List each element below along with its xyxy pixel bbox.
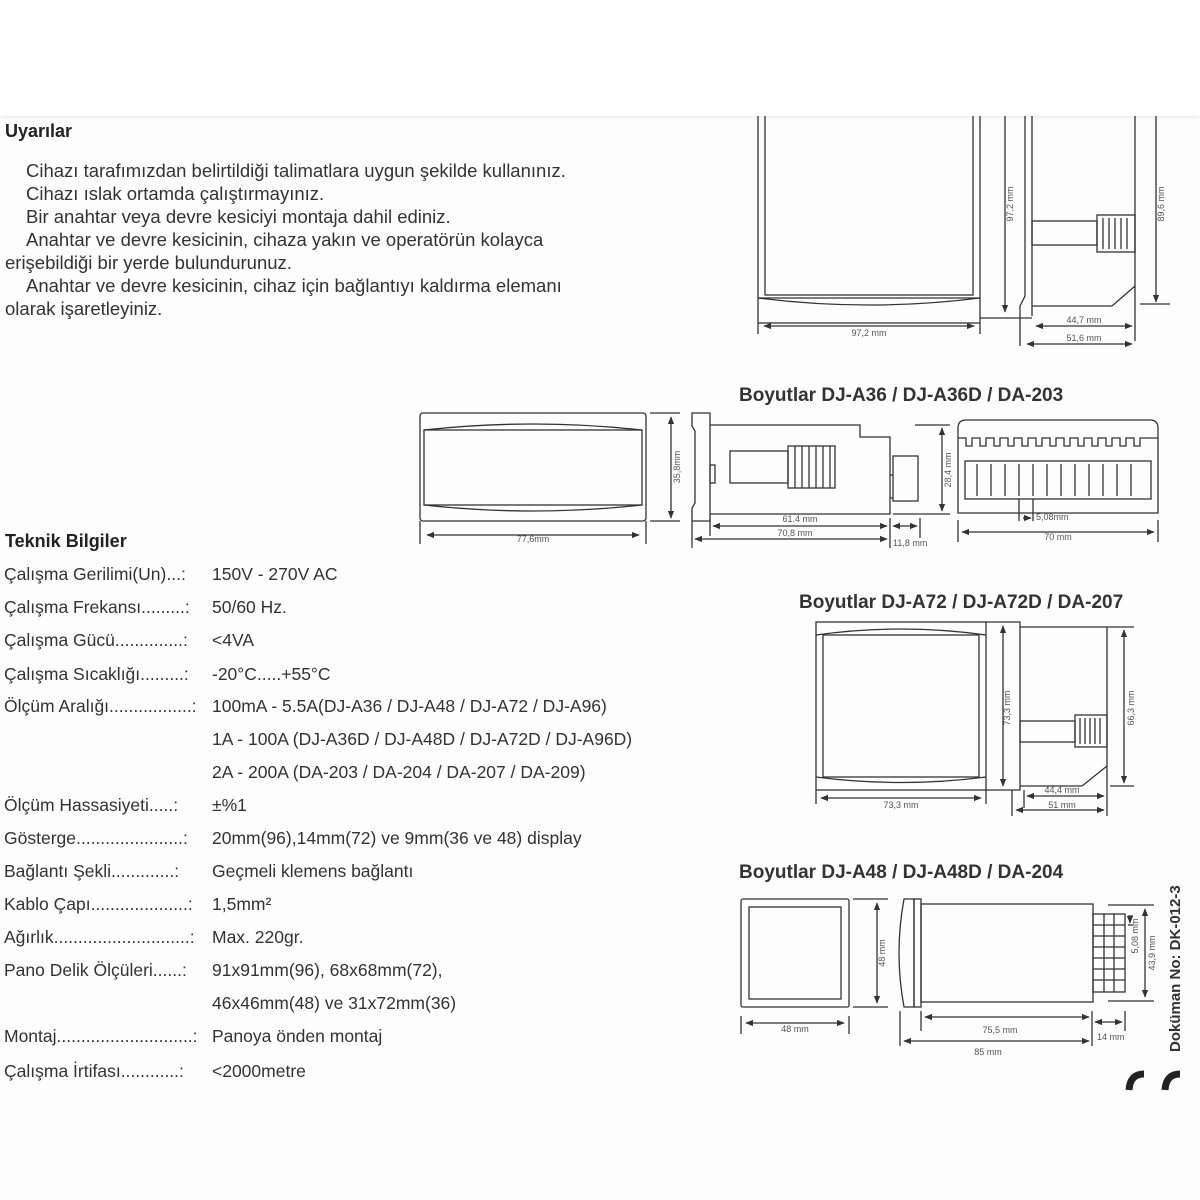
spec-row	[4, 729, 632, 750]
dim-48-terminal-height: 43,9 mm	[1147, 935, 1157, 971]
dim-72-depth-inner: 44,4 mm	[1044, 785, 1080, 795]
spec-value: ±%1	[212, 795, 247, 815]
dim-36-pitch: 5,08mm	[1036, 512, 1069, 522]
dim-96-front-width: 97,2 mm	[851, 328, 887, 338]
spec-row	[4, 828, 582, 849]
dim-96-body-height: 89,6 mm	[1156, 186, 1166, 222]
spec-label: Gösterge......................:	[4, 828, 188, 848]
dim-36-body-height: 28,4 mm	[943, 452, 953, 488]
spec-row	[4, 696, 607, 717]
dim-48-terminal-depth: 14 mm	[1097, 1032, 1125, 1042]
dim-72-depth-total: 51 mm	[1048, 800, 1076, 810]
spec-label: Montaj............................:	[4, 1026, 198, 1046]
spec-label: Çalışma Sıcaklığı.........:	[4, 664, 189, 684]
dim-48-front-height: 48 mm	[877, 939, 887, 967]
spec-row	[4, 1026, 382, 1047]
warning-line-2: Cihazı ıslak ortamda çalıştırmayınız.	[26, 183, 325, 204]
dim-72-body-height: 66,3 mm	[1126, 690, 1136, 726]
spec-value: -20°C.....+55°C	[212, 664, 331, 684]
ce-mark-icon	[1122, 1068, 1200, 1090]
front-frame	[758, 111, 980, 323]
spec-value: 1,5mm²	[212, 894, 272, 914]
spec-value: <2000metre	[212, 1061, 306, 1081]
spec-row	[4, 1061, 306, 1082]
diagram-72-drawing	[812, 618, 1142, 816]
spec-row	[4, 564, 338, 585]
dim-96-height: 97,2 mm	[1005, 186, 1015, 222]
dim-72-front-width: 73,3 mm	[883, 800, 919, 810]
top-blank-band	[0, 0, 1200, 116]
dim-96-depth-inner: 44,7 mm	[1066, 315, 1102, 325]
spec-label: Ağırlık............................:	[4, 927, 195, 947]
dim-36-front-height: 35,8mm	[672, 450, 682, 484]
spec-value: Panoya önden montaj	[212, 1026, 383, 1046]
spec-value: 46x46mm(48) ve 31x72mm(36)	[212, 993, 457, 1013]
spec-row	[4, 597, 287, 618]
dim-36-body-depth: 61.4 mm	[782, 514, 818, 524]
specs-title: Teknik Bilgiler	[5, 531, 127, 551]
diagram-48-title: Boyutlar DJ-A48 / DJ-A48D / DA-204	[739, 862, 1064, 883]
spec-row	[4, 894, 271, 915]
spec-label: Kablo Çapı....................:	[4, 894, 193, 914]
dim-48-body-depth: 75,5 mm	[982, 1025, 1018, 1035]
dim-36-total-depth: 70,8 mm	[777, 528, 813, 538]
spec-label: Çalışma Frekansı.........:	[4, 597, 190, 617]
dim-48-front-width: 48 mm	[781, 1024, 809, 1034]
spec-label: Çalışma İrtifası............:	[4, 1061, 184, 1081]
spec-value: 150V - 270V AC	[212, 564, 338, 584]
spec-value: Max. 220gr.	[212, 927, 304, 947]
spec-value: Geçmeli klemens bağlantı	[212, 861, 414, 881]
spec-row	[4, 762, 586, 783]
spec-row	[4, 861, 413, 882]
diagram-36-title: Boyutlar DJ-A36 / DJ-A36D / DA-203	[739, 385, 1064, 406]
spec-value: <4VA	[212, 630, 254, 650]
spec-value: 100mA - 5.5A(DJ-A36 / DJ-A48 / DJ-A72 / DJ-A96)	[212, 696, 607, 716]
spec-value: 2A - 200A (DA-203 / DA-204 / DA-207 / DA-209)	[212, 762, 586, 782]
warning-line-3: Bir anahtar veya devre kesiciyi montaja dahil ediniz.	[26, 206, 451, 227]
dim-48-pitch: 5,08 mm	[1130, 918, 1140, 954]
spec-label: Çalışma Gücü..............:	[4, 630, 188, 650]
diagram-36-drawing	[415, 408, 1175, 548]
dim-36-rear-width: 70 mm	[1044, 532, 1072, 542]
warning-line-4: Anahtar ve devre kesicinin, cihaza yakın ve operatörün kolayca	[26, 229, 544, 250]
dim-48-total-depth: 85 mm	[974, 1047, 1002, 1057]
warning-line-6: Anahtar ve devre kesicinin, cihaz için bağlantıyı kaldırma elemanı	[26, 275, 562, 296]
dim-96-depth-total: 51,6 mm	[1066, 333, 1102, 343]
diagram-96-drawing	[740, 116, 1180, 356]
dim-36-terminal-depth: 11,8 mm	[893, 538, 928, 548]
document-number: Doküman No: DK-012-3	[1167, 885, 1184, 1052]
spec-value: 1A - 100A (DJ-A36D / DJ-A48D / DJ-A72D / DJ-A96D)	[212, 729, 633, 749]
diagram-48-drawing	[738, 896, 1158, 1056]
spec-row	[4, 795, 247, 816]
warning-line-7: olarak işaretleyiniz.	[5, 298, 163, 319]
spec-label: Bağlantı Şekli.............:	[4, 861, 180, 881]
spec-label: Ölçüm Aralığı.................:	[4, 696, 197, 716]
spec-value: 50/60 Hz.	[212, 597, 287, 617]
dim-36-front-width: 77,6mm	[516, 534, 550, 544]
diagram-72-title: Boyutlar DJ-A72 / DJ-A72D / DA-207	[799, 592, 1124, 613]
dim-72-front-height: 73,3 mm	[1002, 690, 1012, 726]
spec-row	[4, 960, 443, 981]
spec-label: Çalışma Gerilimi(Un)...:	[4, 564, 186, 584]
spec-row	[4, 664, 331, 685]
spec-row	[4, 993, 456, 1014]
warnings-title: Uyarılar	[5, 121, 73, 141]
spec-label: Pano Delik Ölçüleri......:	[4, 960, 187, 980]
spec-row	[4, 630, 254, 651]
spec-value: 91x91mm(96), 68x68mm(72),	[212, 960, 443, 980]
warning-line-5: erişebildiği bir yerde bulundurunuz.	[5, 252, 292, 273]
warning-line-1: Cihazı tarafımızdan belirtildiği talimatlara uygun şekilde kullanınız.	[26, 160, 566, 181]
spec-label: Ölçüm Hassasiyeti.....:	[4, 795, 179, 815]
spec-value: 20mm(96),14mm(72) ve 9mm(36 ve 48) display	[212, 828, 582, 848]
spec-row	[4, 927, 303, 948]
